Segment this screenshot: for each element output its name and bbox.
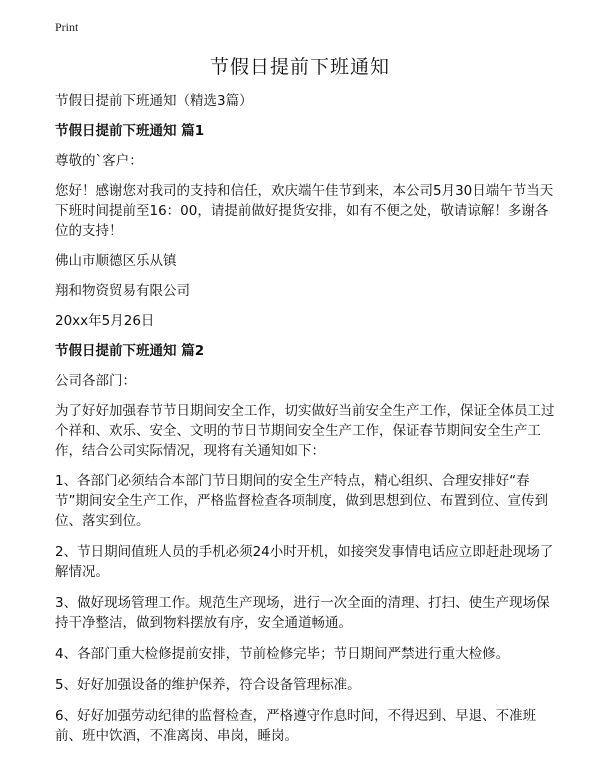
section-1-location: 佛山市顺德区乐从镇 <box>55 253 177 269</box>
subtitle: 节假日提前下班通知（精选3篇） <box>55 93 253 109</box>
section-2-item: 4、各部门重大检修提前安排，节前检修完毕；节日期间严禁进行重大检修。 <box>55 646 510 662</box>
section-2-item: 5、好好加强设备的维护保养，符合设备管理标准。 <box>55 677 361 693</box>
section-1-heading: 节假日提前下班通知 篇1 <box>55 123 205 139</box>
page-title: 节假日提前下班通知 <box>209 56 390 78</box>
section-2-intro: 为了好好加强春节节日期间安全工作，切实做好当前安全生产工作，保证全体员工过个祥和、欢乐、安全、文明的节日节期间安全生产工作，保证春节期间安全生产工作，结合公司实际情况，现将有关通知如下： <box>55 403 555 459</box>
section-2-item: 2、节日期间值班人员的手机必须24小时开机，如接突发事情电话应立即赶赴现场了解情况。 <box>55 544 554 580</box>
section-1-greeting: 尊敬的`客户： <box>55 153 143 169</box>
section-2-item: 6、好好加强劳动纪律的监督检查，严格遵守作息时间，不得迟到、早退、不准班前、班中饮酒，不准离岗、串岗，睡岗。 <box>55 708 537 744</box>
section-2-greeting: 公司各部门： <box>55 373 136 389</box>
section-2-item: 1、各部门必须结合本部门节日期间的安全生产特点，精心组织、合理安排好“春节”期间安全生产工作，严格监督检查各项制度，做到思想到位、布置到位、宣传到位、落实到位。 <box>55 473 548 529</box>
section-1-company: 翔和物资贸易有限公司 <box>55 283 190 299</box>
section-2-heading: 节假日提前下班通知 篇2 <box>55 343 205 359</box>
section-2-item: 3、做好现场管理工作。规范生产现场，进行一次全面的清理、打扫、使生产现场保持干净整洁，做到物料摆放有序，安全通道畅通。 <box>55 595 550 631</box>
section-1-body: 您好！感谢您对我司的支持和信任，欢庆端午佳节到来，本公司5月30日端午节当天下班时间提前至16：00，请提前做好提货安排，如有不便之处，敬请谅解！多谢各位的支持！ <box>55 183 554 239</box>
article-body <box>55 91 560 757</box>
section-1-date: 20xx年5月26日 <box>55 313 155 329</box>
print-link[interactable]: Print <box>55 20 79 34</box>
